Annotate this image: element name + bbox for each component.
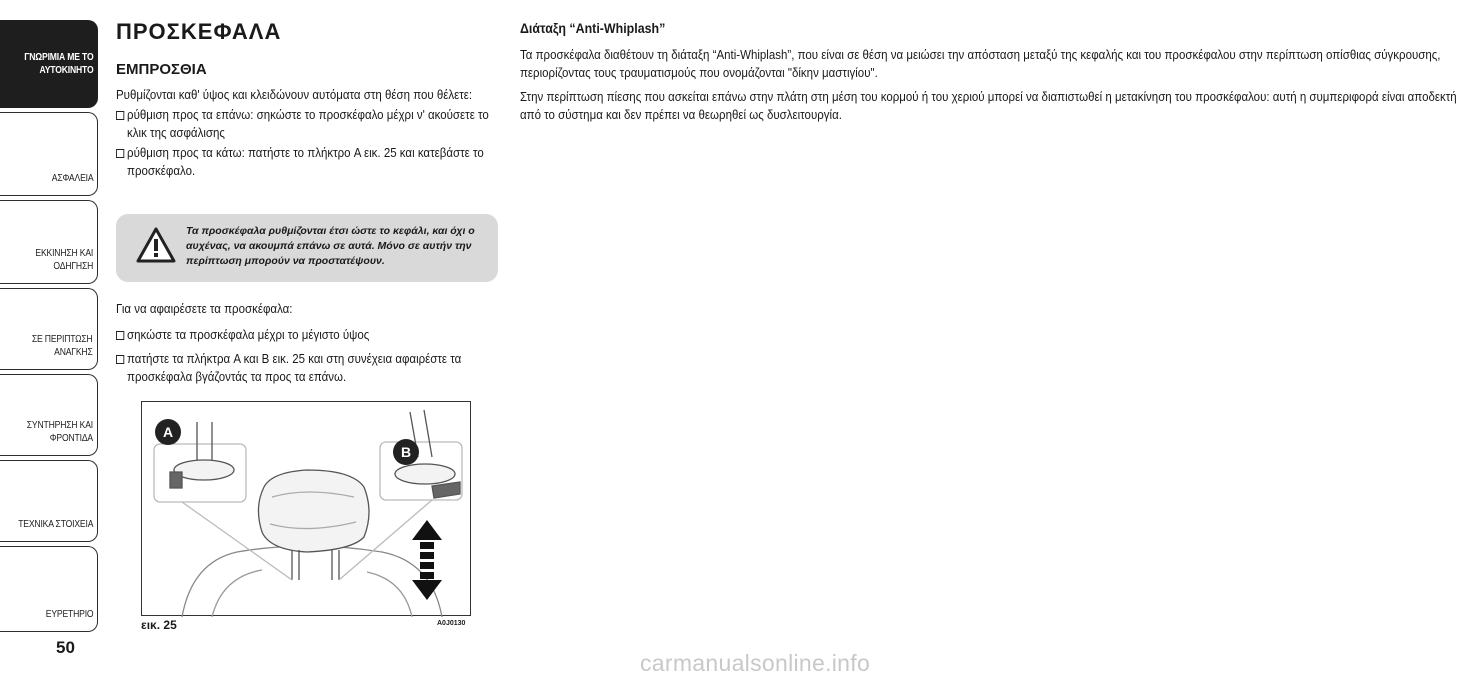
tab-label: ΣΕ ΠΕΡΙΠΤΩΣΗ ΑΝΑΓΚΗΣ — [32, 334, 93, 358]
page-title: ΠΡΟΣΚΕΦΑΛΑ — [116, 19, 282, 44]
removal-list — [116, 326, 469, 386]
bullet-box-icon — [116, 111, 124, 120]
anti-whiplash-para-1: Τα προσκέφαλα διαθέτουν τη διάταξη “Anti-Whiplash”, που είναι σε θέση να μειώσει την απόσταση μεταξύ της κεφαλής και του προσκέφαλου στην περίπτωση οπίσθιας σύγκρουσης, περιορίζοντας τους τραυματισμούς που ονομάζονται "δίκην μαστιγίου". — [520, 48, 1441, 80]
tab-maintenance[interactable] — [0, 374, 98, 456]
removal-intro: Για να αφαιρέσετε τα προσκέφαλα: — [116, 302, 293, 316]
headrest-illustration — [142, 402, 472, 617]
tab-starting-driving[interactable] — [0, 200, 98, 284]
bullet-box-icon — [116, 331, 124, 340]
anti-whiplash-heading: Διάταξη “Anti-Whiplash” — [520, 21, 666, 36]
section-subtitle: ΕΜΠΡΟΣΘΙΑ — [116, 61, 207, 78]
tab-label: ΓΝΩΡΙΜΙΑ ΜΕ ΤΟ ΑΥΤΟΚΙΝΗΤΟ — [23, 52, 93, 76]
tab-getting-to-know[interactable] — [0, 20, 98, 108]
watermark-text: carmanualsonline.info — [640, 650, 871, 676]
page-number: 50 — [56, 638, 75, 657]
warning-text: Τα προσκέφαλα ρυθμίζονται έτσι ώστε το κεφάλι, και όχι ο αυχένας, να ακουμπά επάνω σε αυτά. Μόνο σε αυτήν την περίπτωση μπορούν να προστατέψουν. — [186, 225, 475, 267]
removal-section — [116, 300, 469, 386]
intro-text: Ρυθμίζονται καθ' ύψος και κλειδώνουν αυτόματα στη θέση που θέλετε: — [116, 88, 473, 102]
tab-index[interactable] — [0, 546, 98, 632]
chapter-sidebar — [0, 0, 100, 640]
tab-label: ΤΕΧΝΙΚΑ ΣΤΟΙΧΕΙΑ — [17, 519, 93, 530]
tab-label: ΑΣΦΑΛΕΙΑ — [51, 173, 93, 184]
warning-box — [116, 214, 498, 282]
headrest-figure — [141, 401, 471, 616]
tab-label: ΣΥΝΤΗΡΗΣΗ ΚΑΙ ΦΡΟΝΤΙΔΑ — [26, 420, 93, 444]
list-item: σηκώστε τα προσκέφαλα μέχρι το μέγιστο ύψος — [116, 326, 469, 344]
anti-whiplash-para-2: Στην περίπτωση πίεσης που ασκείται επάνω στην πλάτη στη μέση του κορμού ή του χεριού μπορεί να διαπιστωθεί η μετακίνηση του προσκέφαλου: αυτή η συμπεριφορά είναι αποδεκτή από το σύστημα και δεν πρέπει να θεωρηθεί ως δυσλειτουργία. — [520, 90, 1457, 122]
figure-caption: εικ. 25 — [141, 618, 177, 632]
tab-emergency[interactable] — [0, 288, 98, 370]
tab-label: ΕΚΚΙΝΗΣΗ ΚΑΙ ΟΔΗΓΗΣΗ — [35, 248, 93, 272]
warning-triangle-icon — [136, 226, 176, 264]
bullet-box-icon — [116, 149, 124, 158]
adjust-list — [116, 106, 498, 180]
main-column — [116, 18, 500, 180]
tab-label: ΕΥΡΕΤΗΡΙΟ — [45, 609, 93, 620]
figure-code: A0J0130 — [437, 620, 466, 627]
bullet-box-icon — [116, 355, 124, 364]
tab-technical-data[interactable] — [0, 460, 98, 542]
side-column — [520, 18, 1474, 124]
marker-a-label: A — [162, 424, 174, 440]
list-item: ρύθμιση προς τα κάτω: πατήστε το πλήκτρο A εικ. 25 και κατεβάστε το προσκέφαλο. — [116, 144, 498, 180]
list-item: πατήστε τα πλήκτρα A και B εικ. 25 και στη συνέχεια αφαιρέστε τα προσκέφαλα βγάζοντάς τα προς τα επάνω. — [116, 350, 469, 386]
tab-safety[interactable] — [0, 112, 98, 196]
up-down-arrow-icon — [412, 520, 442, 600]
marker-b-label: B — [400, 444, 412, 460]
list-item: ρύθμιση προς τα επάνω: σηκώστε το προσκέφαλο μέχρι ν' ακούσετε το κλικ της ασφάλισης — [116, 106, 498, 142]
